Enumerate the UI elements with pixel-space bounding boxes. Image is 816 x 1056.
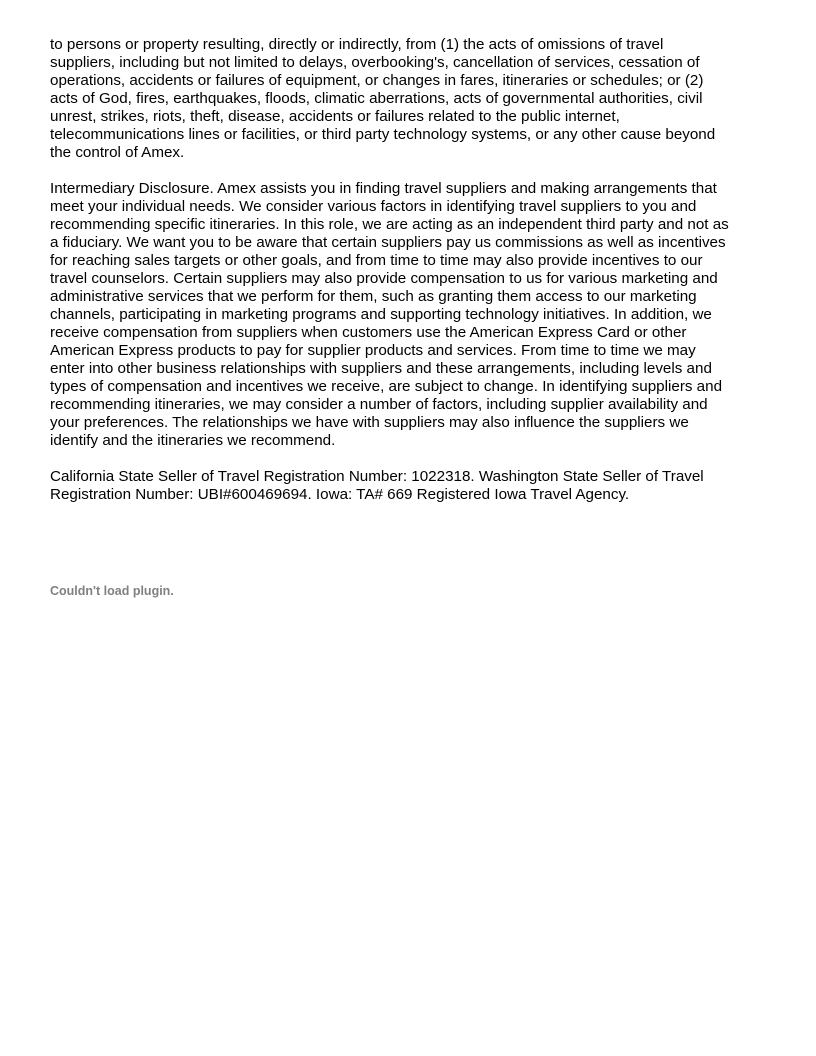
- liability-paragraph: to persons or property resulting, directly or indirectly, from (1) the acts of omissions of travel suppliers, including but not limited to delays, overbooking's, cancellation of services, cessation of operations, accidents or failures of equipment, or changes in fares, itineraries or schedules; or (2) acts of God, fires, earthquakes, floods, climatic aberrations, acts of governmental authorities, civil unrest, strikes, riots, theft, disease, accidents or failures related to the public internet, telecommunications lines or facilities, or third party technology systems, or any other cause beyond the control of Amex.: [50, 36, 716, 161]
- intermediary-disclosure-paragraph: Intermediary Disclosure. Amex assists you in finding travel suppliers and making arrangements that meet your individual needs. We consider various factors in identifying travel suppliers to you and recommending specific itineraries. In this role, we are acting as an independent third party and not as a fiduciary. We want you to be aware that certain suppliers pay us commissions as well as incentives for reaching sales targets or other goals, and from time to time may also provide incentives to our travel counselors. Certain suppliers may also provide compensation to us for various marketing and administrative services that we perform for them, such as granting them access to our marketing channels, participating in marketing programs and supporting technology initiatives. In addition, we receive compensation from suppliers when customers use the American Express Card or other American Express products to pay for supplier products and services. From time to time we may enter into other business relationships with suppliers and these arrangements, including levels and types of compensation and incentives we receive, are subject to change. In identifying suppliers and recommending itineraries, we may consider a number of factors, including supplier availability and your preferences. The relationships we have with suppliers may also influence the suppliers we identify and the itineraries we recommend.: [50, 180, 729, 449]
- document-body: [50, 36, 770, 504]
- seller-registration-paragraph: California State Seller of Travel Registration Number: 1022318. Washington State Seller of Travel Registration Number: UBI#600469694. Iowa: TA# 669 Registered Iowa Travel Agency.: [50, 468, 704, 503]
- plugin-error-message: Couldn't load plugin.: [50, 584, 174, 598]
